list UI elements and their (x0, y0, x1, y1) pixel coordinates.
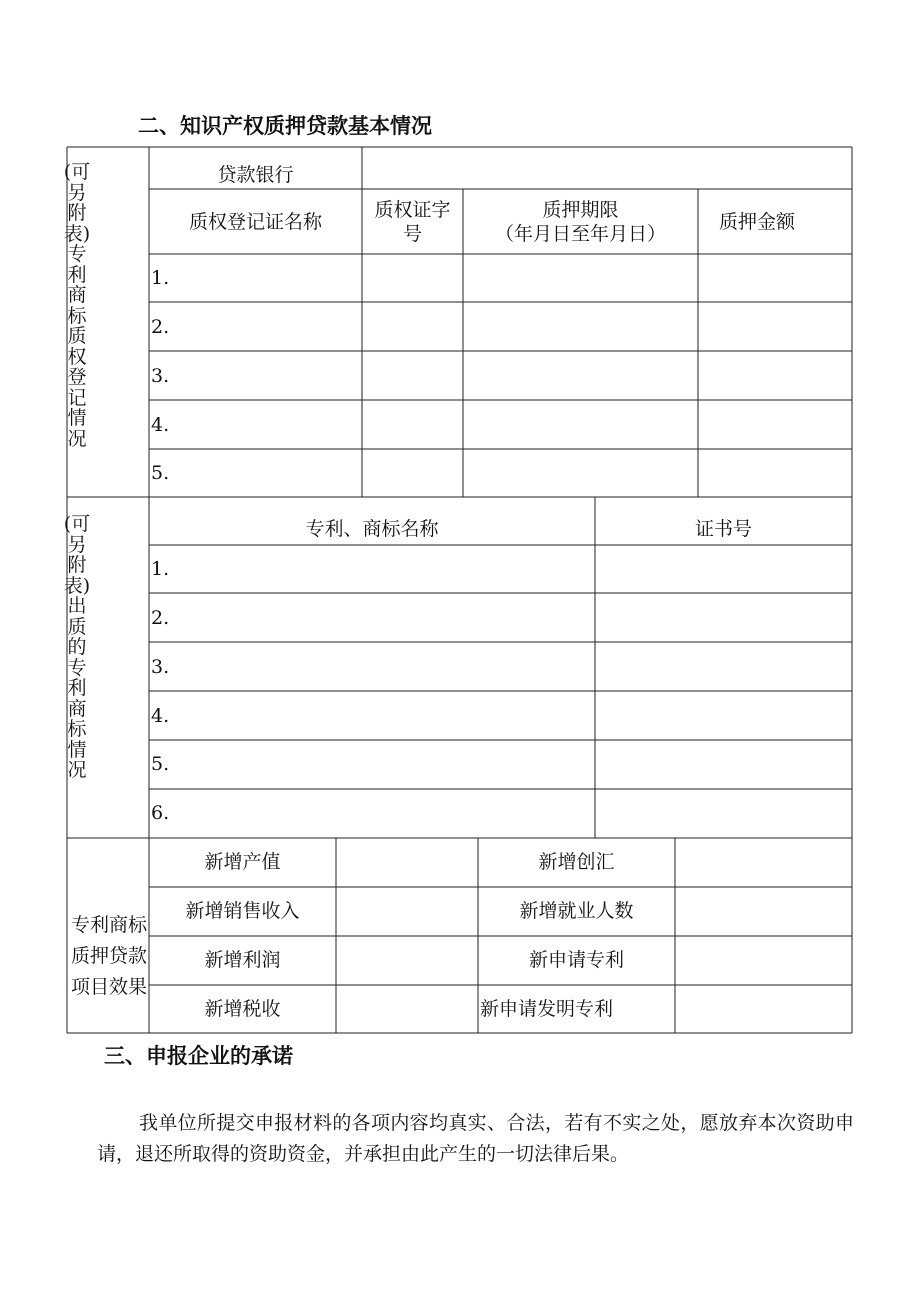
registration-row-5: 5. (151, 462, 170, 484)
registration-row-2: 2. (151, 316, 170, 338)
effect-label-sales-revenue: 新增销售收入 (185, 900, 300, 922)
registration-row-1: 1. (151, 267, 170, 289)
pledge-registration-side-label: (可另附表)专利商标质权登记情况 (63, 161, 91, 450)
effect-label-tax: 新增税收 (204, 998, 281, 1020)
pledged-row-3: 3. (151, 656, 170, 678)
header-pledge-cert-number-line1: 质权证字 (374, 199, 451, 221)
header-pledge-period (463, 198, 698, 246)
effect-label-foreign-exchange: 新增创汇 (538, 851, 615, 873)
effect-label-output-value: 新增产值 (204, 851, 281, 873)
header-patent-trademark-name: 专利、商标名称 (305, 518, 439, 540)
project-effect-side-label: 专利商标质押贷款项目效果 (70, 914, 147, 998)
pledged-row-2: 2. (151, 607, 170, 629)
pledged-row-1: 1. (151, 558, 170, 580)
effect-label-new-patents: 新申请专利 (528, 949, 624, 971)
section3-title: 三、申报企业的承诺 (104, 1044, 293, 1068)
header-pledge-period-line2: （年月日至年月日） (494, 223, 666, 245)
header-pledge-amount: 质押金额 (718, 211, 795, 233)
bank-label: 贷款银行 (217, 164, 294, 186)
header-registration-cert-name: 质权登记证名称 (188, 211, 322, 233)
pledged-row-6: 6. (151, 802, 170, 824)
header-pledge-cert-number-line2: 号 (402, 223, 422, 245)
registration-row-4: 4. (151, 414, 170, 436)
header-pledge-cert-number (362, 198, 463, 246)
section2-title: 二、知识产权质押贷款基本情况 (138, 114, 432, 138)
pledged-row-4: 4. (151, 705, 170, 727)
effect-label-employment: 新增就业人数 (519, 900, 634, 922)
header-certificate-number: 证书号 (694, 518, 752, 540)
registration-row-3: 3. (151, 365, 170, 387)
commitment-paragraph: 我单位所提交申报材料的各项内容均真实、合法，若有不实之处，愿放弃本次资助申请，退还所取得的资助资金，并承担由此产生的一切法律后果。 (97, 1112, 854, 1165)
pledged-row-5: 5. (151, 753, 170, 775)
effect-label-new-invention-patents: 新申请发明专利 (480, 998, 614, 1020)
header-pledge-period-line1: 质押期限 (542, 199, 619, 221)
effect-label-profit: 新增利润 (204, 949, 281, 971)
pledged-items-side-label: (可另附表)出质的专利商标情况 (63, 513, 91, 781)
